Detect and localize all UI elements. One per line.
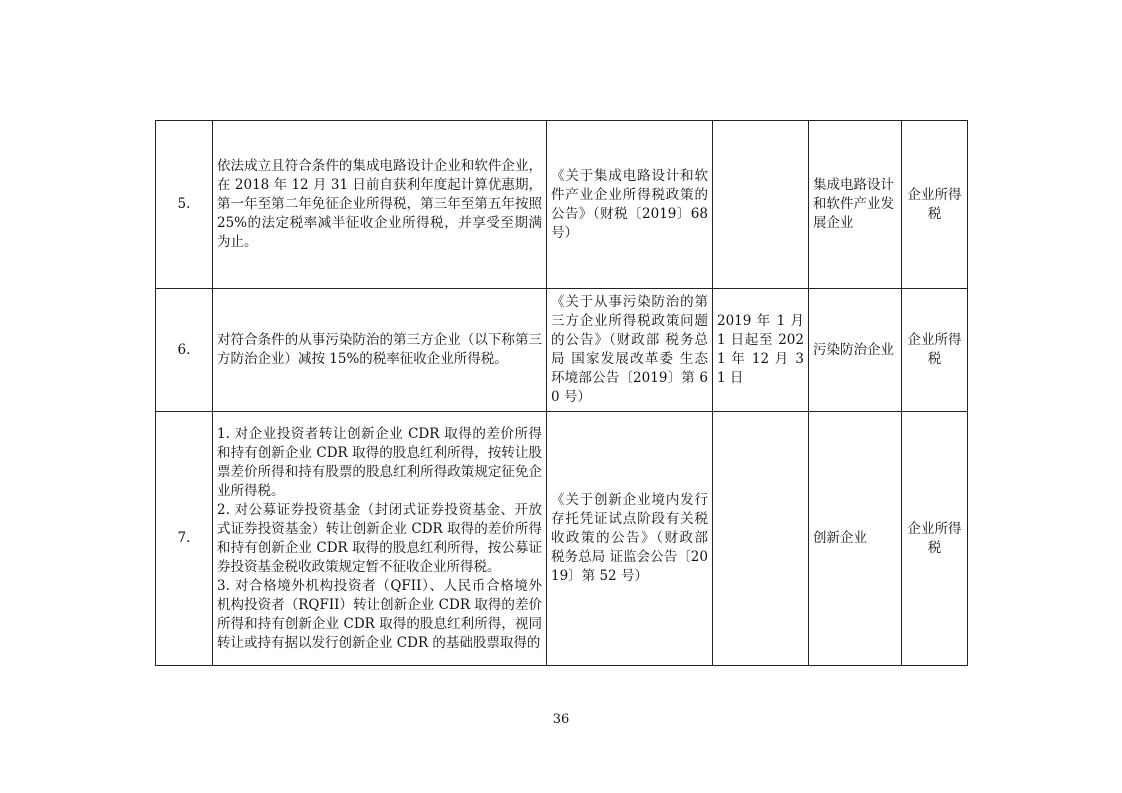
policy-subject: 集成电路设计和软件产业发展企业 [809,121,902,289]
tax-type: 企业所得税 [902,289,968,412]
policy-content: 对符合条件的从事污染防治的第三方企业（以下称第三方防治企业）减按 15%的税率征收企业所得税。 [213,289,547,412]
policy-subject: 创新企业 [809,412,902,666]
policy-period [713,412,809,666]
tax-type: 企业所得税 [902,412,968,666]
policy-content: 依法成立且符合条件的集成电路设计企业和软件企业，在 2018 年 12 月 31 日前自获利年度起计算优惠期，第一年至第二年免征企业所得税，第三年至第五年按照 25%的法定税率减半征收企业所得税，并享受至期满为止。 [213,121,547,289]
tax-type: 企业所得税 [902,121,968,289]
policy-basis: 《关于集成电路设计和软件产业企业所得税政策的公告》（财税〔2019〕68 号） [547,121,713,289]
policy-period [713,121,809,289]
policy-subject: 污染防治企业 [809,289,902,412]
policy-content [213,412,547,666]
tax-policy-table [155,120,968,666]
row-number: 7. [156,412,213,666]
policy-basis: 《关于从事污染防治的第三方企业所得税政策问题的公告》（财政部 税务总局 国家发展改革委 生态环境部公告〔2019〕第 60 号） [547,289,713,412]
row-number: 6. [156,289,213,412]
page-number: 36 [552,712,570,727]
row-number: 5. [156,121,213,289]
table-row [156,412,968,666]
policy-period: 2019 年 1 月 1 日起至 2021 年 12 月 31 日 [713,289,809,412]
content-item: 3. 对合格境外机构投资者（QFII）、人民币合格境外机构投资者（RQFII）转让创新企业 CDR 取得的差价所得和持有创新企业 CDR 取得的股息红利所得，视同转让或持有据以发行创新企业 CDR 的基础股票取得的 [217,577,542,651]
table-row [156,289,968,412]
content-item: 1. 对企业投资者转让创新企业 CDR 取得的差价所得和持有创新企业 CDR 取得的股息红利所得，按转让股票差价所得和持有股票的股息红利所得政策规定征免企业所得税。 [217,425,542,499]
table-row [156,121,968,289]
content-item: 2. 对公募证券投资基金（封闭式证券投资基金、开放式证券投资基金）转让创新企业 CDR 取得的差价所得和持有创新企业 CDR 取得的股息红利所得，按公募证券投资基金税收政策规定暂不征收企业所得税。 [217,501,542,575]
policy-basis: 《关于创新企业境内发行存托凭证试点阶段有关税收政策的公告》（财政部 税务总局 证监会公告〔2019〕第 52 号） [547,412,713,666]
